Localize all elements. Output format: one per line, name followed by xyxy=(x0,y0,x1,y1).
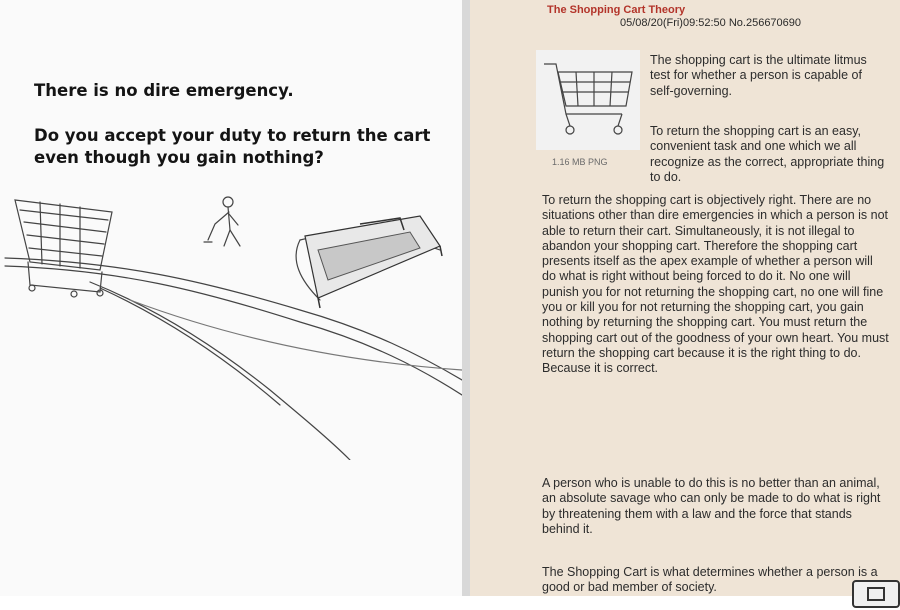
file-info[interactable]: 1.16 MB PNG xyxy=(552,157,608,167)
post-paragraph-3: To return the shopping cart is objectively right. There are no situations other than dire emergencies in which a person is not able to return their cart. Simultaneously, it is not illegal to abandon your shopping cart. Therefore the shopping cart presents itself as the apex example of whether a person will do what is right without being forced to do it. No one will punish you for not returning the shopping cart, no one will fine you or kill you for not returning the shopping cart, you gain nothing by returning the shopping cart. You must return the shopping cart out of the goodness of your own heart. You must return the shopping cart because it is the right thing to do. Because it is correct. xyxy=(542,193,889,376)
expand-icon[interactable] xyxy=(852,580,900,608)
post-meta: 05/08/20(Fri)09:52:50 No.256670690 xyxy=(620,17,802,29)
post-paragraph-2: To return the shopping cart is an easy, convenient task and one which we all recognize as the correct, appropriate thing to do. xyxy=(650,124,885,184)
post-paragraph-4: A person who is unable to do this is no better than an animal, an absolute savage who can only be made to do what is right by threatening them with a law and the force that stands behind it. xyxy=(542,476,881,536)
caption-line-2: Do you accept your duty to return the cart even though you gain nothing? xyxy=(34,126,431,167)
caption-line-1: There is no dire emergency. xyxy=(34,81,294,100)
post-paragraph-1: The shopping cart is the ultimate litmus test for whether a person is capable of self-governing. xyxy=(650,53,867,98)
post-subject: The Shopping Cart Theory xyxy=(547,4,686,16)
trolley-problem-illustration xyxy=(0,190,462,460)
shopping-cart-thumbnail[interactable] xyxy=(536,50,640,150)
post-paragraph-5: The Shopping Cart is what determines whether a person is a good or bad member of society. xyxy=(542,565,878,595)
panel-divider xyxy=(462,0,470,596)
